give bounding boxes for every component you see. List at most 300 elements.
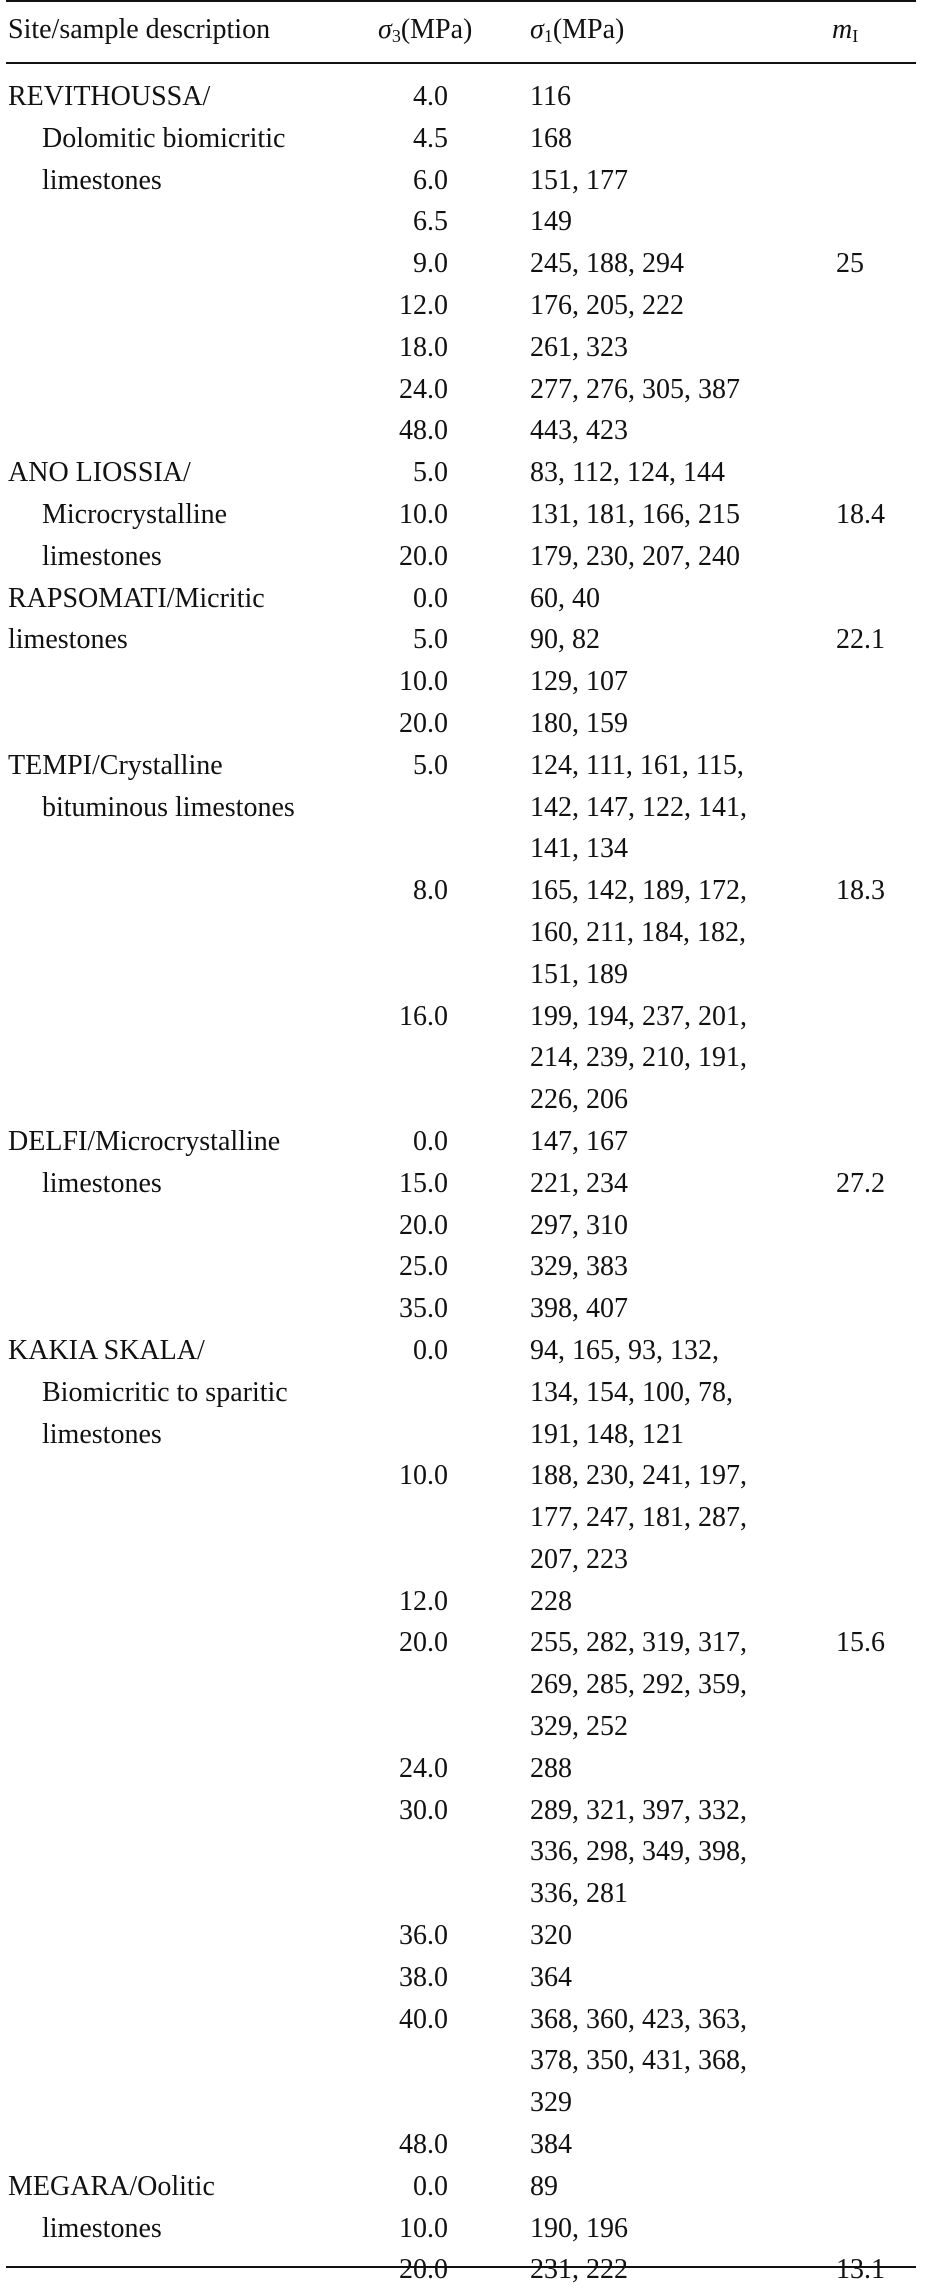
sigma1-values-line: 90, 82 bbox=[530, 624, 600, 656]
bottom-rule bbox=[6, 2266, 916, 2268]
sigma3-value: 6.5 bbox=[413, 206, 448, 238]
sigma1-cell bbox=[524, 1330, 834, 1455]
sigma3-cell bbox=[374, 243, 524, 285]
sigma1-cell bbox=[524, 1581, 834, 1623]
sigma3-cell bbox=[374, 1748, 524, 1790]
sigma3-value: 20.0 bbox=[399, 1627, 448, 1659]
mi-cell bbox=[834, 452, 918, 494]
site-description-cell bbox=[6, 2166, 374, 2244]
site-description-cell bbox=[6, 661, 374, 703]
header-sigma1-sub: 1 bbox=[543, 26, 553, 46]
site-description-line: ANO LIOSSIA/ bbox=[8, 457, 191, 489]
site-description-line: limestones bbox=[8, 624, 128, 656]
site-description-cell bbox=[6, 1205, 374, 1247]
sigma3-value: 0.0 bbox=[413, 582, 448, 614]
header-mi-symbol: m bbox=[832, 14, 853, 45]
sigma1-values-line: 180, 159 bbox=[530, 707, 628, 739]
site-description-line: limestones bbox=[42, 164, 162, 196]
sigma1-values-line: 336, 298, 349, 398, bbox=[530, 1836, 747, 1868]
site-description-cell bbox=[6, 1163, 374, 1205]
sigma3-value: 35.0 bbox=[399, 1293, 448, 1325]
sigma1-cell bbox=[524, 745, 834, 870]
sigma1-values-line: 277, 276, 305, 387 bbox=[530, 373, 740, 405]
table-row bbox=[6, 661, 918, 703]
table-row bbox=[6, 118, 918, 160]
site-description bbox=[8, 745, 295, 829]
mi-cell bbox=[834, 1246, 918, 1288]
mi-cell bbox=[834, 1957, 918, 1999]
sigma1-values-line: 177, 247, 181, 287, bbox=[530, 1502, 747, 1534]
sigma3-cell bbox=[374, 327, 524, 369]
sigma3-value: 30.0 bbox=[399, 1794, 448, 1826]
sigma1-cell bbox=[524, 1121, 834, 1163]
site-description-line: limestones bbox=[42, 2212, 162, 2244]
sigma1-values-line: 329, 383 bbox=[530, 1251, 628, 1283]
site-description-cell bbox=[6, 76, 374, 196]
sigma1-cell bbox=[524, 578, 834, 620]
sigma3-value: 5.0 bbox=[413, 457, 448, 489]
site-description-line: Biomicritic to sparitic bbox=[42, 1376, 288, 1408]
mi-cell bbox=[834, 2249, 918, 2291]
sigma1-values-line: 191, 148, 121 bbox=[530, 1418, 684, 1450]
sigma1-values-line: 151, 177 bbox=[530, 164, 628, 196]
header-sigma3-sub: 3 bbox=[391, 26, 401, 46]
site-description-cell bbox=[6, 578, 374, 656]
site-description-cell bbox=[6, 1957, 374, 1999]
sigma3-value: 0.0 bbox=[413, 1125, 448, 1157]
sigma1-cell bbox=[524, 1455, 834, 1580]
site-description-cell bbox=[6, 118, 374, 160]
table-row bbox=[6, 619, 918, 661]
sigma3-value: 10.0 bbox=[399, 666, 448, 698]
sigma3-cell bbox=[374, 1915, 524, 1957]
sigma1-values-line: 245, 188, 294 bbox=[530, 248, 684, 280]
sigma3-cell bbox=[374, 536, 524, 578]
sigma3-value: 38.0 bbox=[399, 1961, 448, 1993]
table-row bbox=[6, 1163, 918, 1205]
table-row bbox=[6, 870, 918, 995]
site-description-cell bbox=[6, 1330, 374, 1455]
sigma1-cell bbox=[524, 494, 834, 536]
site-description-cell bbox=[6, 1581, 374, 1623]
mi-cell bbox=[834, 327, 918, 369]
site-description-cell bbox=[6, 2208, 374, 2250]
sigma3-value: 9.0 bbox=[413, 248, 448, 280]
sigma1-cell bbox=[524, 410, 834, 452]
table-row bbox=[6, 452, 918, 494]
sigma3-value: 16.0 bbox=[399, 1000, 448, 1032]
mi-cell bbox=[834, 1622, 918, 1747]
sigma3-cell bbox=[374, 160, 524, 202]
sigma3-value: 48.0 bbox=[399, 415, 448, 447]
table-row bbox=[6, 1581, 918, 1623]
site-description-cell bbox=[6, 1790, 374, 1915]
header-sigma1 bbox=[530, 10, 624, 56]
sigma1-values-line: 151, 189 bbox=[530, 958, 628, 990]
site-description-cell bbox=[6, 619, 374, 661]
sigma1-values-line: 116 bbox=[530, 81, 571, 112]
mi-cell bbox=[834, 410, 918, 452]
mi-cell bbox=[834, 536, 918, 578]
sigma1-cell bbox=[524, 1622, 834, 1747]
sigma1-values-line: 168 bbox=[530, 122, 572, 154]
site-description-line: limestones bbox=[42, 1418, 162, 1450]
sigma1-values-line: 443, 423 bbox=[530, 415, 628, 447]
sigma3-cell bbox=[374, 2124, 524, 2166]
sigma3-cell bbox=[374, 1581, 524, 1623]
mi-cell bbox=[834, 619, 918, 661]
mi-value: 15.6 bbox=[836, 1627, 885, 1659]
site-description-line: bituminous limestones bbox=[42, 791, 295, 823]
site-description-cell bbox=[6, 160, 374, 202]
sigma3-cell bbox=[374, 1121, 524, 1163]
site-description-line: RAPSOMATI/Micritic bbox=[8, 582, 265, 614]
table-row bbox=[6, 996, 918, 1121]
site-description-cell bbox=[6, 1748, 374, 1790]
site-description-line: limestones bbox=[42, 1167, 162, 1199]
sigma3-value: 20.0 bbox=[399, 1209, 448, 1241]
table-row bbox=[6, 1205, 918, 1247]
site-description-cell bbox=[6, 996, 374, 1121]
mi-cell bbox=[834, 1163, 918, 1205]
sigma3-cell bbox=[374, 1163, 524, 1205]
site-description-cell bbox=[6, 2249, 374, 2291]
sigma1-values-line: 179, 230, 207, 240 bbox=[530, 540, 740, 572]
mi-cell bbox=[834, 703, 918, 745]
mi-cell bbox=[834, 1288, 918, 1330]
mi-cell bbox=[834, 996, 918, 1121]
mi-cell bbox=[834, 1455, 918, 1580]
table-row bbox=[6, 703, 918, 745]
header-rule bbox=[6, 62, 916, 64]
site-description-line: Dolomitic biomicritic bbox=[42, 122, 286, 154]
header-sigma3-symbol: σ bbox=[378, 14, 392, 45]
sigma1-cell bbox=[524, 327, 834, 369]
sigma3-value: 8.0 bbox=[413, 875, 448, 907]
sigma3-cell bbox=[374, 578, 524, 620]
mi-value: 13.1 bbox=[836, 2254, 885, 2286]
sigma1-cell bbox=[524, 452, 834, 494]
sigma3-cell bbox=[374, 1999, 524, 2124]
sigma3-cell bbox=[374, 494, 524, 536]
sigma1-values-line: 288 bbox=[530, 1752, 572, 1784]
sigma1-values-line: 147, 167 bbox=[530, 1125, 628, 1157]
header-sigma1-unit: (MPa) bbox=[552, 14, 625, 45]
site-description-cell bbox=[6, 1622, 374, 1747]
site-description-cell bbox=[6, 1999, 374, 2124]
site-description-cell bbox=[6, 285, 374, 327]
sigma1-values-line: 190, 196 bbox=[530, 2212, 628, 2244]
sigma1-cell bbox=[524, 201, 834, 243]
sigma3-value: 18.0 bbox=[399, 331, 448, 363]
sigma1-values-line: 176, 205, 222 bbox=[530, 289, 684, 321]
table-row bbox=[6, 1999, 918, 2124]
mi-cell bbox=[834, 661, 918, 703]
sigma1-values-line: 94, 165, 93, 132, bbox=[530, 1334, 719, 1366]
mi-cell bbox=[834, 160, 918, 202]
table-row bbox=[6, 2208, 918, 2250]
mi-cell bbox=[834, 578, 918, 620]
sigma1-cell bbox=[524, 1288, 834, 1330]
sigma3-cell bbox=[374, 1205, 524, 1247]
sigma3-cell bbox=[374, 1957, 524, 1999]
mi-value: 25 bbox=[836, 248, 864, 280]
sigma3-cell bbox=[374, 1246, 524, 1288]
sigma3-cell bbox=[374, 1790, 524, 1915]
table-row bbox=[6, 578, 918, 620]
sigma1-values-line: 188, 230, 241, 197, bbox=[530, 1460, 747, 1492]
sigma3-value: 24.0 bbox=[399, 373, 448, 405]
mi-cell bbox=[834, 1790, 918, 1915]
sigma3-value: 48.0 bbox=[399, 2129, 448, 2161]
table-row bbox=[6, 201, 918, 243]
sigma1-cell bbox=[524, 536, 834, 578]
sigma1-cell bbox=[524, 1999, 834, 2124]
header-site-description: Site/sample description bbox=[8, 14, 271, 45]
sigma3-cell bbox=[374, 76, 524, 118]
sigma1-values-line: 261, 323 bbox=[530, 331, 628, 363]
sigma1-values-line: 384 bbox=[530, 2129, 572, 2161]
sigma3-cell bbox=[374, 996, 524, 1121]
sigma1-values-line: 199, 194, 237, 201, bbox=[530, 1000, 747, 1032]
sigma3-value: 20.0 bbox=[399, 540, 448, 572]
mi-cell bbox=[834, 1121, 918, 1163]
sigma1-values-line: 160, 211, 184, 182, bbox=[530, 916, 746, 948]
site-description-cell bbox=[6, 201, 374, 243]
mi-value: 27.2 bbox=[836, 1167, 885, 1199]
mi-value: 22.1 bbox=[836, 624, 885, 656]
sigma3-value: 4.5 bbox=[413, 122, 448, 154]
sigma3-value: 25.0 bbox=[399, 1251, 448, 1283]
sigma1-cell bbox=[524, 619, 834, 661]
mi-cell bbox=[834, 1330, 918, 1455]
sigma3-cell bbox=[374, 1288, 524, 1330]
sigma3-value: 10.0 bbox=[399, 498, 448, 530]
sigma3-value: 5.0 bbox=[413, 749, 448, 781]
sigma1-values-line: 255, 282, 319, 317, bbox=[530, 1627, 747, 1659]
site-description-cell bbox=[6, 327, 374, 369]
sigma1-cell bbox=[524, 1205, 834, 1247]
site-description-cell bbox=[6, 1288, 374, 1330]
sigma1-values-line: 129, 107 bbox=[530, 666, 628, 698]
mi-cell bbox=[834, 201, 918, 243]
table-row bbox=[6, 327, 918, 369]
mi-cell bbox=[834, 369, 918, 411]
sigma3-cell bbox=[374, 619, 524, 661]
table-row bbox=[6, 1622, 918, 1747]
sigma1-values-line: 60, 40 bbox=[530, 582, 600, 614]
sigma3-cell bbox=[374, 870, 524, 995]
table-row bbox=[6, 76, 918, 118]
mi-cell bbox=[834, 118, 918, 160]
sigma3-value: 15.0 bbox=[399, 1167, 448, 1199]
sigma3-value: 12.0 bbox=[399, 1585, 448, 1617]
site-description-cell bbox=[6, 1455, 374, 1580]
sigma3-cell bbox=[374, 2208, 524, 2250]
sigma3-cell bbox=[374, 118, 524, 160]
table-row bbox=[6, 1288, 918, 1330]
sigma1-values-line: 165, 142, 189, 172, bbox=[530, 875, 747, 907]
data-table-body bbox=[6, 76, 918, 2291]
header-sigma1-symbol: σ bbox=[530, 14, 544, 45]
sigma3-cell bbox=[374, 1330, 524, 1455]
sigma1-cell bbox=[524, 870, 834, 995]
table-row bbox=[6, 369, 918, 411]
sigma3-value: 20.0 bbox=[399, 2254, 448, 2286]
site-description-cell bbox=[6, 703, 374, 745]
sigma1-values-line: 231, 222 bbox=[530, 2254, 628, 2286]
table-row bbox=[6, 494, 918, 536]
sigma1-cell bbox=[524, 118, 834, 160]
mi-cell bbox=[834, 1205, 918, 1247]
sigma1-values-line: 207, 223 bbox=[530, 1543, 628, 1575]
table-row bbox=[6, 2166, 918, 2208]
sigma1-cell bbox=[524, 1246, 834, 1288]
table-row bbox=[6, 1121, 918, 1163]
sigma1-cell bbox=[524, 2124, 834, 2166]
mi-cell bbox=[834, 243, 918, 285]
sigma1-cell bbox=[524, 243, 834, 285]
sigma3-value: 0.0 bbox=[413, 1334, 448, 1366]
sigma1-values-line: 289, 321, 397, 332, bbox=[530, 1794, 747, 1826]
table-row bbox=[6, 160, 918, 202]
sigma1-values-line: 131, 181, 166, 215 bbox=[530, 498, 740, 530]
site-description-line: MEGARA/Oolitic bbox=[8, 2170, 215, 2202]
sigma1-values-line: 134, 154, 100, 78, bbox=[530, 1376, 733, 1408]
table-row bbox=[6, 536, 918, 578]
sigma1-cell bbox=[524, 2166, 834, 2208]
sigma3-cell bbox=[374, 1455, 524, 1580]
sigma3-cell bbox=[374, 369, 524, 411]
mi-cell bbox=[834, 494, 918, 536]
mi-cell bbox=[834, 285, 918, 327]
sigma1-cell bbox=[524, 76, 834, 118]
site-description-cell bbox=[6, 243, 374, 285]
sigma1-values-line: 226, 206 bbox=[530, 1084, 628, 1116]
sigma1-values-line: 142, 147, 122, 141, bbox=[530, 791, 747, 823]
sigma3-value: 24.0 bbox=[399, 1752, 448, 1784]
table-row bbox=[6, 1330, 918, 1455]
mi-cell bbox=[834, 1748, 918, 1790]
site-description-cell bbox=[6, 1121, 374, 1199]
header-sigma3 bbox=[378, 10, 472, 56]
site-description-line: limestones bbox=[42, 540, 162, 572]
site-description-line: Microcrystalline bbox=[42, 498, 228, 530]
mi-cell bbox=[834, 1581, 918, 1623]
sigma1-values-line: 141, 134 bbox=[530, 833, 628, 865]
sigma3-cell bbox=[374, 201, 524, 243]
site-description-cell bbox=[6, 745, 374, 870]
mi-cell bbox=[834, 1915, 918, 1957]
sigma3-value: 10.0 bbox=[399, 2212, 448, 2244]
mi-value: 18.4 bbox=[836, 498, 885, 530]
site-description-cell bbox=[6, 536, 374, 578]
site-description-line: KAKIA SKALA/ bbox=[8, 1334, 205, 1366]
sigma3-cell bbox=[374, 410, 524, 452]
sigma3-cell bbox=[374, 2249, 524, 2291]
sigma3-value: 12.0 bbox=[399, 289, 448, 321]
mi-cell bbox=[834, 870, 918, 995]
mi-value: 18.3 bbox=[836, 875, 885, 907]
table-row bbox=[6, 1246, 918, 1288]
sigma1-values-line: 89 bbox=[530, 2170, 558, 2202]
mi-cell bbox=[834, 745, 918, 870]
sigma1-values-line: 83, 112, 124, 144 bbox=[530, 457, 725, 489]
header-mi bbox=[832, 10, 858, 56]
sigma3-cell bbox=[374, 745, 524, 870]
sigma3-value: 20.0 bbox=[399, 707, 448, 739]
sigma1-cell bbox=[524, 661, 834, 703]
site-description-line: REVITHOUSSA/ bbox=[8, 81, 211, 112]
sigma1-values-line: 221, 234 bbox=[530, 1167, 628, 1199]
site-description-cell bbox=[6, 494, 374, 536]
table-row bbox=[6, 285, 918, 327]
table-row bbox=[6, 2124, 918, 2166]
sigma3-value: 40.0 bbox=[399, 2003, 448, 2035]
table-row bbox=[6, 2249, 918, 2291]
mi-cell bbox=[834, 2124, 918, 2166]
sigma1-cell bbox=[524, 160, 834, 202]
sigma1-cell bbox=[524, 2208, 834, 2250]
sigma3-cell bbox=[374, 2166, 524, 2208]
sigma3-value: 6.0 bbox=[413, 164, 448, 196]
site-description-cell bbox=[6, 452, 374, 572]
sigma1-cell bbox=[524, 1748, 834, 1790]
table-row bbox=[6, 745, 918, 870]
sigma3-cell bbox=[374, 285, 524, 327]
site-description-cell bbox=[6, 410, 374, 452]
sigma1-values-line: 214, 239, 210, 191, bbox=[530, 1042, 747, 1074]
sigma3-value: 36.0 bbox=[399, 1920, 448, 1952]
mi-cell bbox=[834, 76, 918, 118]
header-sigma3-unit: (MPa) bbox=[400, 14, 473, 45]
sigma1-cell bbox=[524, 369, 834, 411]
mi-cell bbox=[834, 2208, 918, 2250]
sigma1-values-line: 320 bbox=[530, 1920, 572, 1952]
sigma3-cell bbox=[374, 452, 524, 494]
sigma1-cell bbox=[524, 1790, 834, 1915]
site-description bbox=[8, 1330, 288, 1455]
sigma1-values-line: 329, 252 bbox=[530, 1711, 628, 1743]
sigma1-cell bbox=[524, 1915, 834, 1957]
sigma1-values-line: 124, 111, 161, 115, bbox=[530, 749, 744, 781]
table-row bbox=[6, 1915, 918, 1957]
site-description-cell bbox=[6, 1915, 374, 1957]
table-row bbox=[6, 1748, 918, 1790]
sigma1-cell bbox=[524, 285, 834, 327]
table-row bbox=[6, 1790, 918, 1915]
sigma1-values-line: 269, 285, 292, 359, bbox=[530, 1669, 747, 1701]
site-description-cell bbox=[6, 2124, 374, 2166]
sigma1-cell bbox=[524, 2249, 834, 2291]
sigma1-values-line: 149 bbox=[530, 206, 572, 238]
sigma3-value: 0.0 bbox=[413, 2170, 448, 2202]
table-row bbox=[6, 243, 918, 285]
site-description-line: TEMPI/Crystalline bbox=[8, 749, 223, 781]
data-table bbox=[6, 76, 918, 2291]
sigma1-values-line: 336, 281 bbox=[530, 1878, 628, 1910]
sigma1-values-line: 378, 350, 431, 368, bbox=[530, 2045, 747, 2077]
site-description-cell bbox=[6, 369, 374, 411]
sigma1-values-line: 398, 407 bbox=[530, 1293, 628, 1325]
header-mi-sub: I bbox=[852, 26, 859, 46]
sigma3-cell bbox=[374, 703, 524, 745]
site-description-cell bbox=[6, 870, 374, 995]
sigma3-cell bbox=[374, 661, 524, 703]
sigma1-values-line: 368, 360, 423, 363, bbox=[530, 2003, 747, 2035]
mi-cell bbox=[834, 2166, 918, 2208]
sigma3-value: 4.0 bbox=[413, 81, 448, 112]
